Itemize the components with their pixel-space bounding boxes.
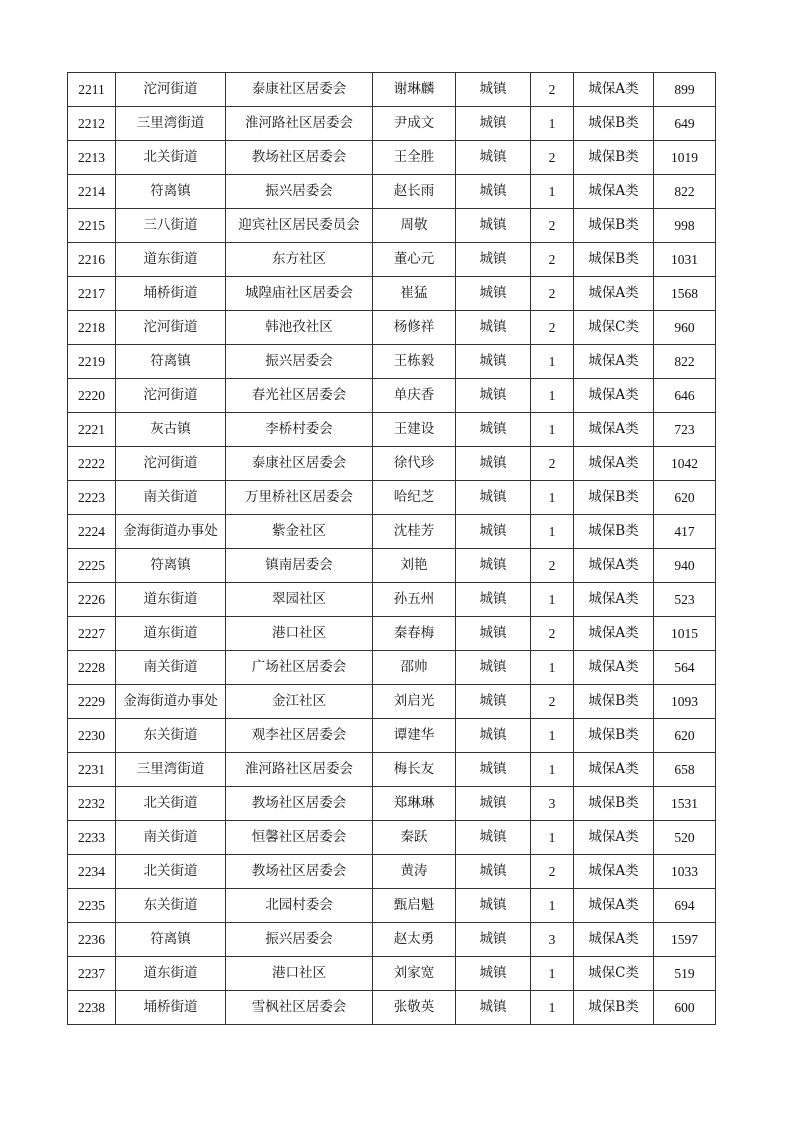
- cell-person-name: 王栋毅: [373, 345, 456, 379]
- cell-amount: 600: [654, 991, 716, 1025]
- cell-subdistrict: 东关街道: [116, 719, 226, 753]
- cell-insurance-category: 城保A类: [574, 345, 654, 379]
- cell-household-type: 城镇: [456, 141, 531, 175]
- roster-table: [67, 72, 716, 1025]
- cell-subdistrict: 三八街道: [116, 209, 226, 243]
- cell-household-type: 城镇: [456, 855, 531, 889]
- cell-amount: 519: [654, 957, 716, 991]
- cell-person-name: 刘启光: [373, 685, 456, 719]
- cell-community: 雪枫社区居委会: [226, 991, 373, 1025]
- cell-household-type: 城镇: [456, 617, 531, 651]
- table-row: [68, 107, 716, 141]
- cell-amount: 1093: [654, 685, 716, 719]
- cell-community: 恒馨社区居委会: [226, 821, 373, 855]
- cell-subdistrict: 道东街道: [116, 583, 226, 617]
- cell-community: 港口社区: [226, 617, 373, 651]
- cell-household-size: 2: [531, 617, 574, 651]
- cell-household-type: 城镇: [456, 719, 531, 753]
- cell-community: 北园村委会: [226, 889, 373, 923]
- cell-amount: 417: [654, 515, 716, 549]
- table-row: [68, 685, 716, 719]
- table-row: [68, 447, 716, 481]
- table-row: [68, 345, 716, 379]
- cell-household-type: 城镇: [456, 821, 531, 855]
- cell-amount: 822: [654, 175, 716, 209]
- cell-record-id: 2231: [68, 753, 116, 787]
- cell-subdistrict: 北关街道: [116, 141, 226, 175]
- cell-household-size: 1: [531, 481, 574, 515]
- cell-subdistrict: 沱河街道: [116, 447, 226, 481]
- cell-subdistrict: 北关街道: [116, 787, 226, 821]
- cell-subdistrict: 符离镇: [116, 175, 226, 209]
- cell-insurance-category: 城保C类: [574, 957, 654, 991]
- cell-community: 教场社区居委会: [226, 141, 373, 175]
- cell-subdistrict: 沱河街道: [116, 379, 226, 413]
- table-row: [68, 719, 716, 753]
- cell-amount: 1597: [654, 923, 716, 957]
- cell-household-size: 1: [531, 413, 574, 447]
- cell-community: 淮河路社区居委会: [226, 107, 373, 141]
- cell-record-id: 2235: [68, 889, 116, 923]
- cell-person-name: 邵帅: [373, 651, 456, 685]
- cell-amount: 564: [654, 651, 716, 685]
- cell-subdistrict: 埇桥街道: [116, 991, 226, 1025]
- cell-community: 淮河路社区居委会: [226, 753, 373, 787]
- cell-insurance-category: 城保A类: [574, 73, 654, 107]
- cell-insurance-category: 城保B类: [574, 787, 654, 821]
- cell-household-size: 1: [531, 175, 574, 209]
- cell-household-type: 城镇: [456, 583, 531, 617]
- cell-household-type: 城镇: [456, 175, 531, 209]
- cell-person-name: 孙五州: [373, 583, 456, 617]
- cell-household-type: 城镇: [456, 889, 531, 923]
- cell-amount: 960: [654, 311, 716, 345]
- cell-amount: 1568: [654, 277, 716, 311]
- cell-community: 振兴居委会: [226, 923, 373, 957]
- cell-record-id: 2221: [68, 413, 116, 447]
- cell-amount: 723: [654, 413, 716, 447]
- cell-amount: 694: [654, 889, 716, 923]
- cell-record-id: 2226: [68, 583, 116, 617]
- cell-record-id: 2228: [68, 651, 116, 685]
- cell-subdistrict: 沱河街道: [116, 311, 226, 345]
- cell-record-id: 2222: [68, 447, 116, 481]
- cell-insurance-category: 城保A类: [574, 175, 654, 209]
- cell-record-id: 2213: [68, 141, 116, 175]
- cell-household-size: 2: [531, 277, 574, 311]
- cell-record-id: 2211: [68, 73, 116, 107]
- cell-record-id: 2214: [68, 175, 116, 209]
- cell-subdistrict: 南关街道: [116, 821, 226, 855]
- cell-person-name: 秦春梅: [373, 617, 456, 651]
- cell-community: 韩池孜社区: [226, 311, 373, 345]
- cell-insurance-category: 城保A类: [574, 413, 654, 447]
- cell-community: 镇南居委会: [226, 549, 373, 583]
- table-row: [68, 311, 716, 345]
- table-row: [68, 753, 716, 787]
- table-row: [68, 957, 716, 991]
- cell-insurance-category: 城保B类: [574, 991, 654, 1025]
- cell-record-id: 2234: [68, 855, 116, 889]
- cell-person-name: 梅长友: [373, 753, 456, 787]
- cell-amount: 620: [654, 481, 716, 515]
- cell-subdistrict: 符离镇: [116, 549, 226, 583]
- cell-insurance-category: 城保B类: [574, 243, 654, 277]
- cell-person-name: 王建设: [373, 413, 456, 447]
- cell-household-size: 2: [531, 855, 574, 889]
- cell-amount: 940: [654, 549, 716, 583]
- cell-person-name: 赵长雨: [373, 175, 456, 209]
- cell-person-name: 谭建华: [373, 719, 456, 753]
- cell-person-name: 周敬: [373, 209, 456, 243]
- cell-person-name: 董心元: [373, 243, 456, 277]
- cell-community: 观李社区居委会: [226, 719, 373, 753]
- table-row: [68, 141, 716, 175]
- cell-record-id: 2219: [68, 345, 116, 379]
- cell-community: 教场社区居委会: [226, 855, 373, 889]
- table-row: [68, 175, 716, 209]
- cell-insurance-category: 城保A类: [574, 549, 654, 583]
- cell-household-size: 1: [531, 651, 574, 685]
- cell-amount: 1019: [654, 141, 716, 175]
- cell-record-id: 2225: [68, 549, 116, 583]
- cell-community: 春光社区居委会: [226, 379, 373, 413]
- cell-insurance-category: 城保A类: [574, 651, 654, 685]
- cell-amount: 620: [654, 719, 716, 753]
- cell-household-type: 城镇: [456, 345, 531, 379]
- cell-person-name: 王全胜: [373, 141, 456, 175]
- cell-community: 城隍庙社区居委会: [226, 277, 373, 311]
- cell-household-size: 1: [531, 991, 574, 1025]
- table-row: [68, 277, 716, 311]
- cell-household-size: 1: [531, 107, 574, 141]
- cell-record-id: 2229: [68, 685, 116, 719]
- cell-household-size: 2: [531, 447, 574, 481]
- cell-amount: 1531: [654, 787, 716, 821]
- cell-insurance-category: 城保A类: [574, 617, 654, 651]
- cell-amount: 658: [654, 753, 716, 787]
- cell-person-name: 郑琳琳: [373, 787, 456, 821]
- table-row: [68, 991, 716, 1025]
- cell-record-id: 2227: [68, 617, 116, 651]
- cell-amount: 998: [654, 209, 716, 243]
- cell-household-size: 2: [531, 243, 574, 277]
- cell-record-id: 2237: [68, 957, 116, 991]
- cell-person-name: 秦跃: [373, 821, 456, 855]
- cell-insurance-category: 城保B类: [574, 719, 654, 753]
- cell-household-size: 1: [531, 889, 574, 923]
- cell-household-type: 城镇: [456, 243, 531, 277]
- cell-household-size: 2: [531, 685, 574, 719]
- cell-record-id: 2217: [68, 277, 116, 311]
- cell-community: 泰康社区居委会: [226, 447, 373, 481]
- cell-amount: 646: [654, 379, 716, 413]
- cell-person-name: 崔猛: [373, 277, 456, 311]
- cell-community: 金江社区: [226, 685, 373, 719]
- cell-subdistrict: 南关街道: [116, 651, 226, 685]
- cell-amount: 523: [654, 583, 716, 617]
- cell-household-size: 2: [531, 209, 574, 243]
- cell-community: 教场社区居委会: [226, 787, 373, 821]
- cell-community: 李桥村委会: [226, 413, 373, 447]
- table-row: [68, 413, 716, 447]
- cell-subdistrict: 符离镇: [116, 345, 226, 379]
- cell-amount: 1042: [654, 447, 716, 481]
- table-row: [68, 73, 716, 107]
- table-row: [68, 855, 716, 889]
- cell-insurance-category: 城保B类: [574, 209, 654, 243]
- cell-household-type: 城镇: [456, 277, 531, 311]
- roster-body: [68, 73, 716, 1025]
- cell-person-name: 沈桂芳: [373, 515, 456, 549]
- cell-community: 港口社区: [226, 957, 373, 991]
- cell-person-name: 徐代珍: [373, 447, 456, 481]
- cell-household-type: 城镇: [456, 753, 531, 787]
- table-row: [68, 549, 716, 583]
- cell-subdistrict: 道东街道: [116, 957, 226, 991]
- cell-household-type: 城镇: [456, 923, 531, 957]
- cell-insurance-category: 城保A类: [574, 821, 654, 855]
- cell-household-size: 1: [531, 821, 574, 855]
- cell-subdistrict: 北关街道: [116, 855, 226, 889]
- table-row: [68, 651, 716, 685]
- cell-household-size: 1: [531, 379, 574, 413]
- table-row: [68, 515, 716, 549]
- cell-person-name: 杨修祥: [373, 311, 456, 345]
- cell-record-id: 2223: [68, 481, 116, 515]
- cell-insurance-category: 城保B类: [574, 141, 654, 175]
- cell-record-id: 2230: [68, 719, 116, 753]
- cell-subdistrict: 符离镇: [116, 923, 226, 957]
- cell-person-name: 黄涛: [373, 855, 456, 889]
- cell-person-name: 谢琳麟: [373, 73, 456, 107]
- cell-amount: 822: [654, 345, 716, 379]
- cell-subdistrict: 埇桥街道: [116, 277, 226, 311]
- cell-record-id: 2216: [68, 243, 116, 277]
- cell-household-type: 城镇: [456, 481, 531, 515]
- cell-community: 东方社区: [226, 243, 373, 277]
- cell-record-id: 2233: [68, 821, 116, 855]
- cell-subdistrict: 东关街道: [116, 889, 226, 923]
- cell-household-type: 城镇: [456, 413, 531, 447]
- cell-household-size: 1: [531, 719, 574, 753]
- cell-household-size: 2: [531, 549, 574, 583]
- cell-record-id: 2220: [68, 379, 116, 413]
- cell-household-size: 1: [531, 957, 574, 991]
- cell-household-size: 1: [531, 345, 574, 379]
- cell-record-id: 2212: [68, 107, 116, 141]
- cell-community: 翠园社区: [226, 583, 373, 617]
- cell-household-size: 1: [531, 583, 574, 617]
- cell-amount: 1031: [654, 243, 716, 277]
- cell-person-name: 哈纪芝: [373, 481, 456, 515]
- cell-insurance-category: 城保B类: [574, 481, 654, 515]
- cell-insurance-category: 城保A类: [574, 447, 654, 481]
- cell-community: 万里桥社区居委会: [226, 481, 373, 515]
- cell-household-size: 2: [531, 73, 574, 107]
- cell-person-name: 赵太勇: [373, 923, 456, 957]
- cell-household-type: 城镇: [456, 515, 531, 549]
- table-row: [68, 787, 716, 821]
- cell-household-type: 城镇: [456, 311, 531, 345]
- table-row: [68, 209, 716, 243]
- cell-household-type: 城镇: [456, 549, 531, 583]
- cell-record-id: 2224: [68, 515, 116, 549]
- cell-community: 振兴居委会: [226, 175, 373, 209]
- cell-household-type: 城镇: [456, 209, 531, 243]
- cell-insurance-category: 城保A类: [574, 889, 654, 923]
- table-row: [68, 379, 716, 413]
- cell-subdistrict: 金海街道办事处: [116, 685, 226, 719]
- cell-household-type: 城镇: [456, 73, 531, 107]
- cell-person-name: 刘艳: [373, 549, 456, 583]
- cell-household-type: 城镇: [456, 991, 531, 1025]
- cell-household-type: 城镇: [456, 447, 531, 481]
- cell-community: 广场社区居委会: [226, 651, 373, 685]
- cell-record-id: 2238: [68, 991, 116, 1025]
- cell-insurance-category: 城保B类: [574, 515, 654, 549]
- cell-record-id: 2218: [68, 311, 116, 345]
- cell-subdistrict: 沱河街道: [116, 73, 226, 107]
- cell-person-name: 甄启魁: [373, 889, 456, 923]
- cell-household-type: 城镇: [456, 685, 531, 719]
- cell-household-type: 城镇: [456, 379, 531, 413]
- cell-amount: 1033: [654, 855, 716, 889]
- cell-amount: 649: [654, 107, 716, 141]
- cell-household-size: 1: [531, 515, 574, 549]
- cell-person-name: 刘家宽: [373, 957, 456, 991]
- table-row: [68, 821, 716, 855]
- cell-person-name: 单庆香: [373, 379, 456, 413]
- cell-insurance-category: 城保A类: [574, 923, 654, 957]
- cell-subdistrict: 道东街道: [116, 243, 226, 277]
- cell-community: 迎宾社区居民委员会: [226, 209, 373, 243]
- cell-insurance-category: 城保C类: [574, 311, 654, 345]
- cell-amount: 520: [654, 821, 716, 855]
- cell-subdistrict: 灰古镇: [116, 413, 226, 447]
- cell-household-size: 3: [531, 787, 574, 821]
- cell-amount: 1015: [654, 617, 716, 651]
- cell-household-size: 3: [531, 923, 574, 957]
- cell-amount: 899: [654, 73, 716, 107]
- table-row: [68, 889, 716, 923]
- cell-household-type: 城镇: [456, 107, 531, 141]
- cell-insurance-category: 城保A类: [574, 583, 654, 617]
- table-row: [68, 243, 716, 277]
- cell-record-id: 2236: [68, 923, 116, 957]
- cell-community: 振兴居委会: [226, 345, 373, 379]
- cell-subdistrict: 南关街道: [116, 481, 226, 515]
- cell-subdistrict: 三里湾街道: [116, 753, 226, 787]
- table-row: [68, 481, 716, 515]
- cell-subdistrict: 道东街道: [116, 617, 226, 651]
- cell-household-size: 2: [531, 141, 574, 175]
- cell-household-type: 城镇: [456, 651, 531, 685]
- cell-subdistrict: 金海街道办事处: [116, 515, 226, 549]
- cell-community: 紫金社区: [226, 515, 373, 549]
- cell-insurance-category: 城保B类: [574, 107, 654, 141]
- cell-community: 泰康社区居委会: [226, 73, 373, 107]
- cell-insurance-category: 城保A类: [574, 753, 654, 787]
- cell-subdistrict: 三里湾街道: [116, 107, 226, 141]
- cell-insurance-category: 城保B类: [574, 685, 654, 719]
- cell-person-name: 尹成文: [373, 107, 456, 141]
- cell-household-type: 城镇: [456, 957, 531, 991]
- cell-insurance-category: 城保A类: [574, 855, 654, 889]
- table-row: [68, 583, 716, 617]
- cell-insurance-category: 城保A类: [574, 277, 654, 311]
- cell-household-size: 1: [531, 753, 574, 787]
- cell-insurance-category: 城保A类: [574, 379, 654, 413]
- cell-record-id: 2215: [68, 209, 116, 243]
- cell-household-size: 2: [531, 311, 574, 345]
- cell-person-name: 张敬英: [373, 991, 456, 1025]
- cell-record-id: 2232: [68, 787, 116, 821]
- cell-household-type: 城镇: [456, 787, 531, 821]
- table-row: [68, 923, 716, 957]
- table-row: [68, 617, 716, 651]
